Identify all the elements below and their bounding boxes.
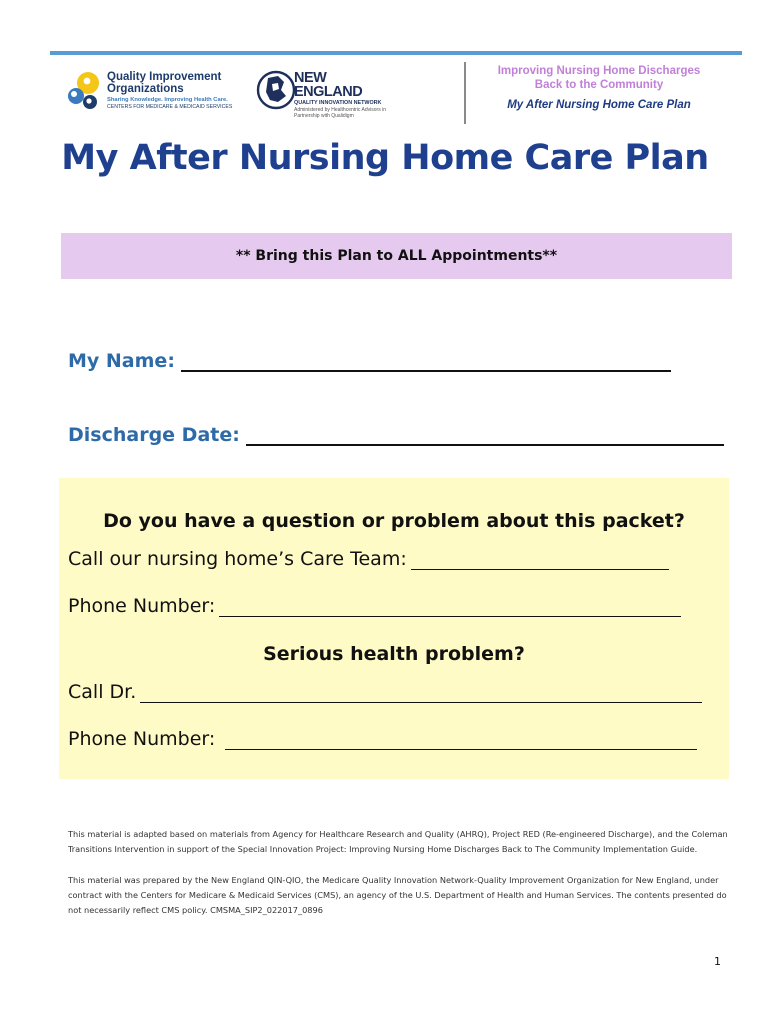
header-plan-name: My After Nursing Home Care Plan bbox=[507, 99, 691, 111]
qio-logo-subline: CENTERS FOR MEDICARE & MEDICAID SERVICES bbox=[107, 104, 233, 110]
care-team-phone-field[interactable] bbox=[68, 595, 681, 617]
footnote-prepared-by: This material was prepared by the New England QIN-QIO, the Medicare Quality Innovation Network-Quality Improvement Organization for New England, under contract with the Centers for Medicare & Medicaid Services (CMS), an agency of the U.S. Department of Health and Human Services. The contents presented do not necessarily reflect CMS policy. CMSMA_SIP2_022017_0896 bbox=[68, 875, 727, 915]
name-label: My Name: bbox=[68, 350, 175, 372]
doctor-phone-field[interactable] bbox=[68, 728, 697, 750]
doctor-field[interactable] bbox=[68, 681, 702, 703]
appointments-banner bbox=[61, 233, 732, 279]
care-team-phone-label: Phone Number: bbox=[68, 595, 216, 617]
new-england-map-icon bbox=[256, 68, 296, 112]
page-number: 1 bbox=[714, 955, 721, 968]
discharge-date-label: Discharge Date: bbox=[68, 424, 240, 446]
name-blank-line[interactable] bbox=[181, 352, 671, 372]
care-team-field[interactable] bbox=[68, 548, 669, 570]
contact-info-box bbox=[59, 478, 729, 779]
qio-logo-tagline: Sharing Knowledge. Improving Health Care. bbox=[107, 97, 228, 103]
ne-logo-tagline: Administered by Healthcentric Advisors in Partnership with Qualidigm bbox=[294, 107, 386, 119]
new-england-qin-logo bbox=[256, 68, 396, 118]
doctor-blank-line[interactable] bbox=[140, 685, 702, 703]
care-team-label: Call our nursing home’s Care Team: bbox=[68, 548, 407, 570]
care-team-phone-blank-line[interactable] bbox=[219, 599, 681, 617]
ne-logo-name: NEW ENGLAND bbox=[294, 70, 363, 100]
ne-logo-network: QUALITY INNOVATION NETWORK bbox=[294, 100, 382, 106]
name-field[interactable] bbox=[68, 350, 671, 372]
page-title: My After Nursing Home Care Plan bbox=[61, 138, 709, 178]
footnote-adapted: This material is adapted based on materials from Agency for Healthcare Research and Quality (AHRQ), Project RED (Re-engineered Discharge), and the Coleman Transitions Intervention in support of the Special Innovation Project: Improving Nursing Home Discharges Back to The Community Implementation Guide. bbox=[68, 829, 728, 854]
qio-logo-name: Quality Improvement Organizations bbox=[107, 71, 222, 95]
program-title-line2: Back to the Community bbox=[534, 79, 664, 91]
qio-logo bbox=[66, 68, 236, 118]
discharge-date-blank-line[interactable] bbox=[246, 426, 724, 446]
qio-people-icon bbox=[66, 70, 106, 112]
program-title-line1: Improving Nursing Home Discharges bbox=[497, 65, 701, 77]
header-program-block bbox=[466, 64, 732, 111]
doctor-phone-label: Phone Number: bbox=[68, 728, 216, 750]
doctor-phone-blank-line[interactable] bbox=[225, 732, 697, 750]
serious-problem-heading: Serious health problem? bbox=[263, 643, 525, 665]
banner-text: ** Bring this Plan to ALL Appointments** bbox=[235, 248, 558, 264]
question-heading: Do you have a question or problem about this packet? bbox=[103, 510, 685, 532]
care-team-blank-line[interactable] bbox=[411, 552, 669, 570]
doctor-label: Call Dr. bbox=[68, 681, 137, 703]
discharge-date-field[interactable] bbox=[68, 424, 724, 446]
header-top-rule bbox=[50, 51, 742, 55]
